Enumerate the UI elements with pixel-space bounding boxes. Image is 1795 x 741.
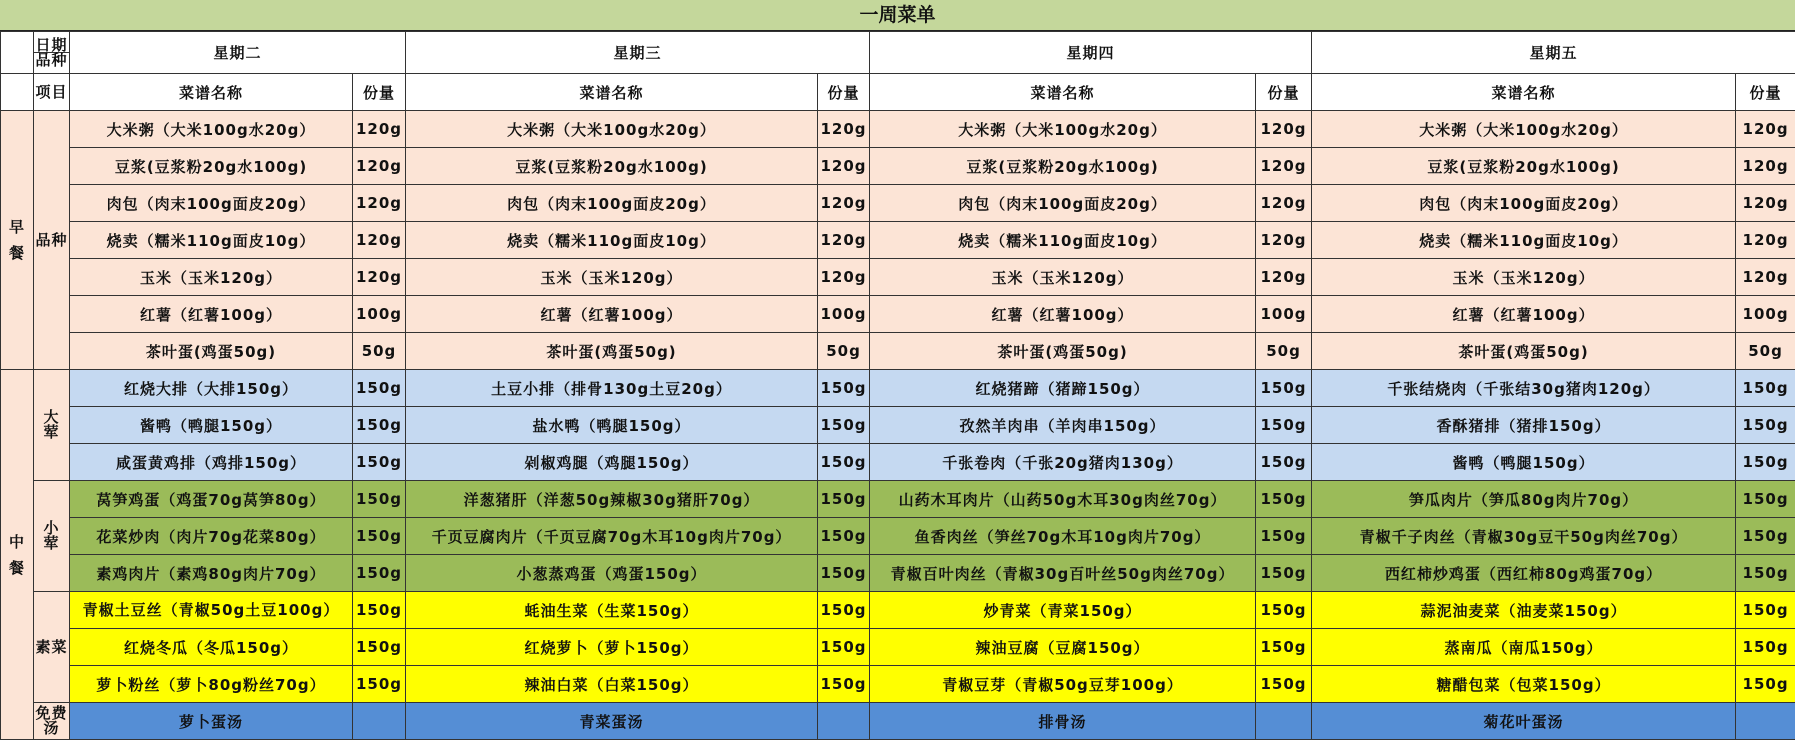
- dish-name: 大米粥（大米100g水20g）: [1312, 111, 1736, 148]
- day-header: 星期四: [870, 32, 1312, 74]
- dish-name: 洋葱猪肝（洋葱50g辣椒30g猪肝70g）: [406, 481, 818, 518]
- item-label: 项目: [34, 74, 70, 111]
- portion-value: 150g: [1736, 481, 1795, 518]
- portion-value: 150g: [818, 666, 870, 703]
- dish-name: 香酥猪排（猪排150g）: [1312, 407, 1736, 444]
- dish-name: 莴笋鸡蛋（鸡蛋70g莴笋80g）: [70, 481, 353, 518]
- portion-value: 150g: [353, 629, 406, 666]
- small-meat-row: [1, 555, 1795, 592]
- day-header: 星期五: [1312, 32, 1795, 74]
- portion-value: 150g: [1736, 370, 1795, 407]
- column-header-row: [1, 74, 1795, 111]
- section-label-variety: 品种: [34, 111, 70, 370]
- portion-value: 150g: [353, 407, 406, 444]
- dish-name: 烧卖（糯米110g面皮10g）: [70, 222, 353, 259]
- dish-name: 玉米（玉米120g）: [1312, 259, 1736, 296]
- portion-value: 120g: [818, 259, 870, 296]
- portion-value: 120g: [818, 185, 870, 222]
- dish-column-header: 菜谱名称: [406, 74, 818, 111]
- dish-name: 青椒百叶肉丝（青椒30g百叶丝50g肉丝70g）: [870, 555, 1256, 592]
- portion-value: 150g: [1256, 666, 1312, 703]
- dish-name: 素鸡肉片（素鸡80g肉片70g）: [70, 555, 353, 592]
- dish-name: 孜然羊肉串（羊肉串150g）: [870, 407, 1256, 444]
- portion-value: 120g: [1256, 111, 1312, 148]
- portion-value: 150g: [1736, 629, 1795, 666]
- dish-name: 花菜炒肉（肉片70g花菜80g）: [70, 518, 353, 555]
- portion-column-header: 份量: [818, 74, 870, 111]
- portion-value: 150g: [353, 370, 406, 407]
- meal-label-lunch: 中 餐: [1, 370, 34, 740]
- dish-name: 红薯（红薯100g）: [1312, 296, 1736, 333]
- dish-name: 剁椒鸡腿（鸡腿150g）: [406, 444, 818, 481]
- header-corner-blank: [1, 74, 34, 111]
- dish-name: 小葱蒸鸡蛋（鸡蛋150g）: [406, 555, 818, 592]
- dish-column-header: 菜谱名称: [870, 74, 1256, 111]
- portion-value: 150g: [353, 444, 406, 481]
- breakfast-row: [1, 222, 1795, 259]
- portion-value: 100g: [1256, 296, 1312, 333]
- portion-value: 120g: [818, 111, 870, 148]
- portion-value: 150g: [818, 481, 870, 518]
- dish-name: 辣油豆腐（豆腐150g）: [870, 629, 1256, 666]
- portion-value: 150g: [1256, 518, 1312, 555]
- dish-name: 豆浆(豆浆粉20g水100g): [70, 148, 353, 185]
- dish-name: 红烧冬瓜（冬瓜150g）: [70, 629, 353, 666]
- breakfast-row: [1, 111, 1795, 148]
- dish-name: 千张结烧肉（千张结30g猪肉120g）: [1312, 370, 1736, 407]
- dish-name: 鱼香肉丝（笋丝70g木耳10g肉片70g）: [870, 518, 1256, 555]
- dish-name: 炒青菜（青菜150g）: [870, 592, 1256, 629]
- dish-name: 山药木耳肉片（山药50g木耳30g肉丝70g）: [870, 481, 1256, 518]
- dish-name: 千页豆腐肉片（千页豆腐70g木耳10g肉片70g）: [406, 518, 818, 555]
- dish-name: 烧卖（糯米110g面皮10g）: [406, 222, 818, 259]
- dish-name: 青椒千子肉丝（青椒30g豆干50g肉丝70g）: [1312, 518, 1736, 555]
- dish-name: 大米粥（大米100g水20g）: [406, 111, 818, 148]
- portion-value: 150g: [1736, 407, 1795, 444]
- portion-value: 150g: [818, 407, 870, 444]
- date-variety-label: [34, 32, 70, 74]
- dish-name: 萝卜粉丝（萝卜80g粉丝70g）: [70, 666, 353, 703]
- soup-row: [1, 703, 1795, 740]
- portion-value: 100g: [353, 296, 406, 333]
- dish-name: 肉包（肉末100g面皮20g）: [406, 185, 818, 222]
- dish-name: 青椒土豆丝（青椒50g土豆100g）: [70, 592, 353, 629]
- section-label-vegetable: 素菜: [34, 592, 70, 703]
- portion-value: 120g: [353, 185, 406, 222]
- vegetable-row: [1, 629, 1795, 666]
- dish-name: 糖醋包菜（包菜150g）: [1312, 666, 1736, 703]
- portion-column-header: 份量: [1736, 74, 1795, 111]
- dish-name: 玉米（玉米120g）: [870, 259, 1256, 296]
- portion-value: 150g: [818, 518, 870, 555]
- date-label: 日期: [35, 36, 68, 54]
- dish-name: 茶叶蛋(鸡蛋50g): [70, 333, 353, 370]
- dish-name: 笋瓜肉片（笋瓜80g肉片70g）: [1312, 481, 1736, 518]
- portion-value: 150g: [818, 629, 870, 666]
- dish-name: 红薯（红薯100g）: [870, 296, 1256, 333]
- soup-name: 菊花叶蛋汤: [1312, 703, 1736, 740]
- portion-value: 120g: [1736, 185, 1795, 222]
- portion-value: 120g: [1736, 222, 1795, 259]
- portion-value: 150g: [1736, 444, 1795, 481]
- portion-value: 150g: [818, 555, 870, 592]
- portion-value: 120g: [353, 222, 406, 259]
- dish-name: 烧卖（糯米110g面皮10g）: [870, 222, 1256, 259]
- portion-value: 150g: [1256, 407, 1312, 444]
- dish-column-header: 菜谱名称: [1312, 74, 1736, 111]
- portion-value: 120g: [353, 259, 406, 296]
- portion-value: 120g: [353, 111, 406, 148]
- portion-column-header: 份量: [353, 74, 406, 111]
- portion-value: 120g: [1736, 148, 1795, 185]
- dish-name: 豆浆(豆浆粉20g水100g): [406, 148, 818, 185]
- portion-value: 120g: [818, 148, 870, 185]
- portion-value: 150g: [353, 555, 406, 592]
- dish-name: 咸蛋黄鸡排（鸡排150g）: [70, 444, 353, 481]
- small-meat-row: [1, 518, 1795, 555]
- day-header: 星期二: [70, 32, 406, 74]
- dish-name: 玉米（玉米120g）: [70, 259, 353, 296]
- portion-value: 150g: [1736, 666, 1795, 703]
- dish-name: 肉包（肉末100g面皮20g）: [870, 185, 1256, 222]
- dish-name: 红烧猪蹄（猪蹄150g）: [870, 370, 1256, 407]
- soup-name: 萝卜蛋汤: [70, 703, 353, 740]
- section-label-big-meat: 大 荤: [34, 370, 70, 481]
- section-label-small-meat: 小 荤: [34, 481, 70, 592]
- portion-value: 50g: [1256, 333, 1312, 370]
- header-corner-blank: [1, 32, 34, 74]
- portion-value: 150g: [1256, 555, 1312, 592]
- dish-name: 酱鸭（鸭腿150g）: [1312, 444, 1736, 481]
- page-title: 一周菜单: [0, 0, 1795, 31]
- dish-name: 蒸南瓜（南瓜150g）: [1312, 629, 1736, 666]
- dish-name: 大米粥（大米100g水20g）: [70, 111, 353, 148]
- dish-name: 玉米（玉米120g）: [406, 259, 818, 296]
- portion-value: 120g: [1736, 111, 1795, 148]
- portion-value: 150g: [1256, 370, 1312, 407]
- dish-name: 红薯（红薯100g）: [70, 296, 353, 333]
- dish-name: 辣油白菜（白菜150g）: [406, 666, 818, 703]
- dish-name: 西红柿炒鸡蛋（西红柿80g鸡蛋70g）: [1312, 555, 1736, 592]
- vegetable-row: [1, 666, 1795, 703]
- portion-value: 150g: [1736, 518, 1795, 555]
- portion-value: 150g: [353, 481, 406, 518]
- portion-value: 150g: [1256, 444, 1312, 481]
- portion-value: 150g: [818, 592, 870, 629]
- dish-name: 蒜泥油麦菜（油麦菜150g）: [1312, 592, 1736, 629]
- dish-name: 青椒豆芽（青椒50g豆芽100g）: [870, 666, 1256, 703]
- breakfast-row: [1, 148, 1795, 185]
- dish-name: 肉包（肉末100g面皮20g）: [70, 185, 353, 222]
- portion-value: 120g: [1256, 148, 1312, 185]
- dish-name: 红烧大排（大排150g）: [70, 370, 353, 407]
- dish-name: 千张卷肉（千张20g猪肉130g）: [870, 444, 1256, 481]
- section-label-soup: 免费 汤: [34, 703, 70, 740]
- dish-name: 红烧萝卜（萝卜150g）: [406, 629, 818, 666]
- portion-value: 120g: [1256, 222, 1312, 259]
- dish-name: 茶叶蛋(鸡蛋50g): [406, 333, 818, 370]
- portion-value: 150g: [1736, 592, 1795, 629]
- variety-label: 品种: [35, 51, 68, 69]
- portion-value: 150g: [1256, 481, 1312, 518]
- day-header-row: [1, 32, 1795, 74]
- portion-value: [1736, 703, 1795, 740]
- meal-label-breakfast: 早 餐: [1, 111, 34, 370]
- portion-value: [1256, 703, 1312, 740]
- dish-name: 茶叶蛋(鸡蛋50g): [870, 333, 1256, 370]
- dish-name: 大米粥（大米100g水20g）: [870, 111, 1256, 148]
- dish-name: 蚝油生菜（生菜150g）: [406, 592, 818, 629]
- portion-value: 120g: [1256, 185, 1312, 222]
- portion-value: 150g: [353, 666, 406, 703]
- dish-name: 烧卖（糯米110g面皮10g）: [1312, 222, 1736, 259]
- dish-name: 肉包（肉末100g面皮20g）: [1312, 185, 1736, 222]
- breakfast-row: [1, 185, 1795, 222]
- dish-name: 盐水鸭（鸭腿150g）: [406, 407, 818, 444]
- breakfast-row: [1, 333, 1795, 370]
- dish-name: 土豆小排（排骨130g土豆20g）: [406, 370, 818, 407]
- dish-name: 茶叶蛋(鸡蛋50g): [1312, 333, 1736, 370]
- portion-value: 50g: [818, 333, 870, 370]
- soup-name: 青菜蛋汤: [406, 703, 818, 740]
- dish-column-header: 菜谱名称: [70, 74, 353, 111]
- dish-name: 红薯（红薯100g）: [406, 296, 818, 333]
- portion-value: 150g: [818, 370, 870, 407]
- portion-value: [818, 703, 870, 740]
- portion-value: 100g: [818, 296, 870, 333]
- portion-value: 50g: [353, 333, 406, 370]
- portion-value: 120g: [353, 148, 406, 185]
- portion-value: 150g: [353, 592, 406, 629]
- portion-value: 100g: [1736, 296, 1795, 333]
- portion-value: 120g: [1736, 259, 1795, 296]
- breakfast-row: [1, 259, 1795, 296]
- big-meat-row: [1, 370, 1795, 407]
- breakfast-row: [1, 296, 1795, 333]
- big-meat-row: [1, 407, 1795, 444]
- day-header: 星期三: [406, 32, 870, 74]
- soup-name: 排骨汤: [870, 703, 1256, 740]
- dish-name: 酱鸭（鸭腿150g）: [70, 407, 353, 444]
- portion-value: 120g: [1256, 259, 1312, 296]
- dish-name: 豆浆(豆浆粉20g水100g): [1312, 148, 1736, 185]
- portion-column-header: 份量: [1256, 74, 1312, 111]
- menu-table: [0, 31, 1795, 740]
- portion-value: 150g: [818, 444, 870, 481]
- vegetable-row: [1, 592, 1795, 629]
- portion-value: 50g: [1736, 333, 1795, 370]
- portion-value: 150g: [1256, 592, 1312, 629]
- portion-value: [353, 703, 406, 740]
- small-meat-row: [1, 481, 1795, 518]
- portion-value: 150g: [1256, 629, 1312, 666]
- portion-value: 150g: [353, 518, 406, 555]
- portion-value: 120g: [818, 222, 870, 259]
- portion-value: 150g: [1736, 555, 1795, 592]
- dish-name: 豆浆(豆浆粉20g水100g): [870, 148, 1256, 185]
- big-meat-row: [1, 444, 1795, 481]
